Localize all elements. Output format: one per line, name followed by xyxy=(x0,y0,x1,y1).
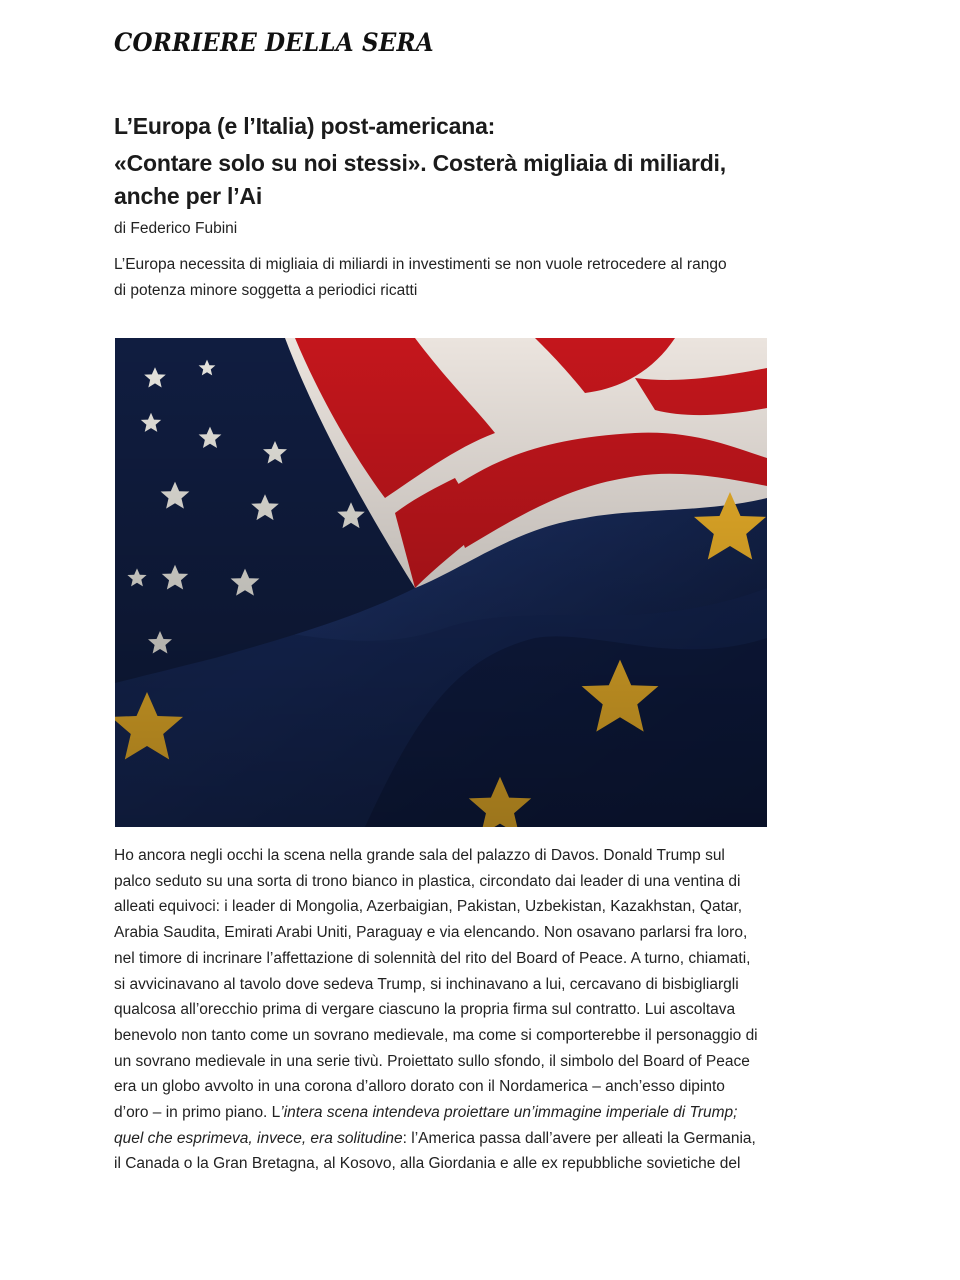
body-line: benevolo non tanto come un sovrano medievale, ma come si comporterebbe il personaggio di xyxy=(114,1026,758,1044)
body-line xyxy=(114,1100,854,1126)
body-text-italic: quel che esprimeva, invece, era solitudine xyxy=(114,1129,403,1147)
headline-line: anche per l’Ai xyxy=(114,183,263,209)
body-line xyxy=(114,1126,854,1152)
hero-image[interactable] xyxy=(115,338,767,827)
masthead-logo[interactable]: CORRIERE DELLA SERA xyxy=(114,28,434,57)
body-line: si avvicinavano al tavolo dove sedeva Trump, si inchinavano a lui, cercavano di bisbigliargli xyxy=(114,975,739,993)
headline-line: «Contare solo su noi stessi». Costerà migliaia di miliardi, xyxy=(114,150,726,176)
article-byline[interactable]: di Federico Fubini xyxy=(114,220,238,237)
article-kicker: L’Europa (e l’Italia) post-americana: xyxy=(114,113,496,139)
flags-illustration xyxy=(115,338,767,827)
body-line: un sovrano medievale in una serie tivù. Proiettato sullo sfondo, il simbolo del Board of Peace xyxy=(114,1052,750,1070)
body-line: qualcosa all’orecchio prima di vergare ciascuno la propria firma sul contratto. Lui ascoltava xyxy=(114,1001,736,1019)
standfirst-line: L’Europa necessita di migliaia di miliardi in investimenti se non vuole retrocedere al rango xyxy=(114,256,727,273)
standfirst-line: di potenza minore soggetta a periodici ricatti xyxy=(114,282,418,299)
body-paragraph xyxy=(114,843,854,1177)
body-text-plain: : l’America passa dall’avere per alleati la Germania, xyxy=(402,1129,756,1147)
body-line: Ho ancora negli occhi la scena nella grande sala del palazzo di Davos. Donald Trump sul xyxy=(114,847,725,864)
body-line: alleati equivoci: i leader di Mongolia, Azerbaigian, Pakistan, Uzbekistan, Kazakhstan, Qatar, xyxy=(114,898,743,916)
body-text-italic: ’intera scena intendeva proiettare un’immagine imperiale di Trump; xyxy=(280,1104,738,1122)
body-line: Arabia Saudita, Emirati Arabi Uniti, Paraguay e via elencando. Non osavano parlarsi fra loro, xyxy=(114,924,748,942)
body-line: era un globo avvolto in una corona d’alloro dorato con il Nordamerica – anch’esso dipinto xyxy=(114,1078,725,1096)
body-line: palco seduto su una sorta di trono bianco in plastica, circondato dai leader di una ventina di xyxy=(114,872,741,890)
article-body xyxy=(114,843,854,1177)
body-text-plain: d’oro – in primo piano. L xyxy=(114,1104,281,1122)
body-line: nel timore di incrinare l’affettazione di solennità del rito del Board of Peace. A turno, chiamati, xyxy=(114,949,751,967)
article-standfirst xyxy=(114,252,834,304)
body-line: il Canada o la Gran Bretagna, al Kosovo, alla Giordania e alle ex repubbliche sovietiche del xyxy=(114,1155,741,1173)
article-headline xyxy=(114,147,844,213)
